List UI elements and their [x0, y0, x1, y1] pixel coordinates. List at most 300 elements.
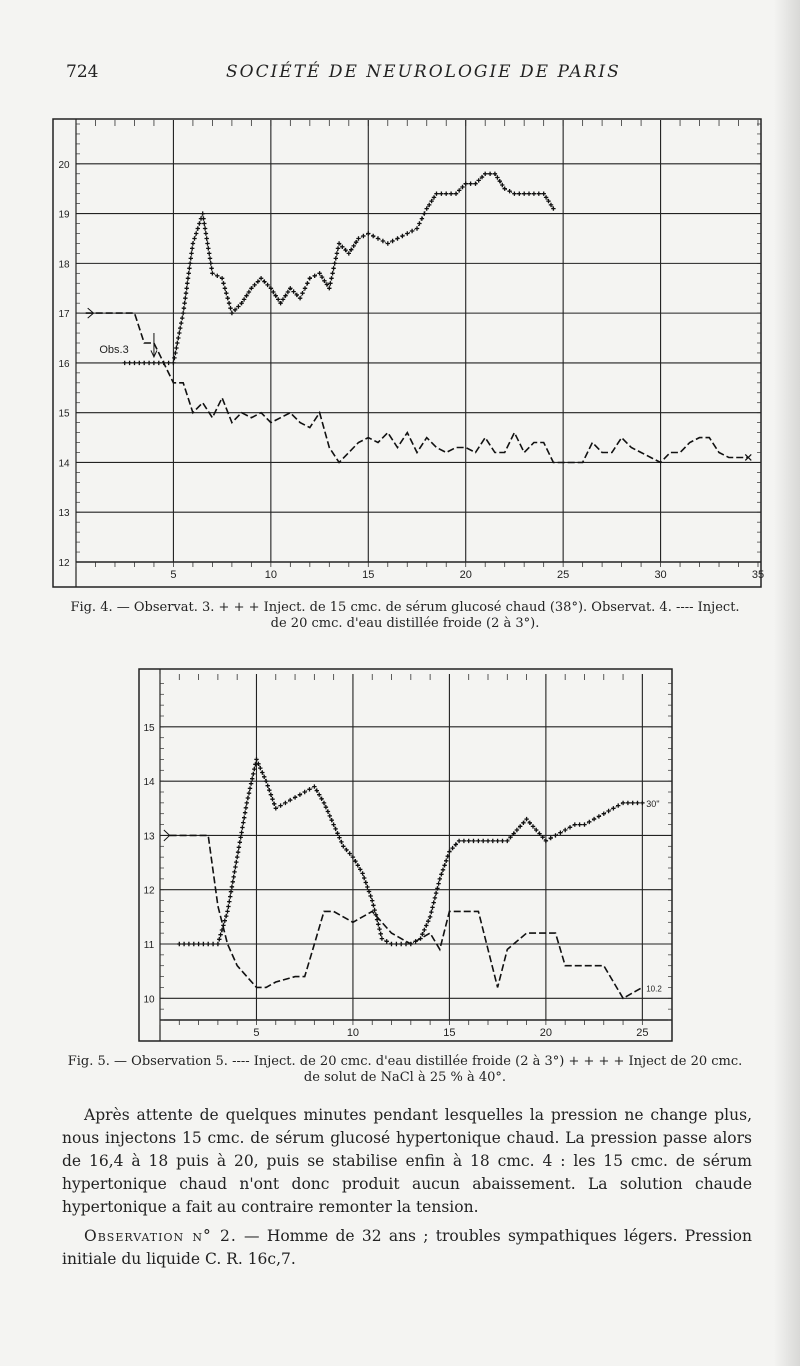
- series-cross-marker: [537, 192, 541, 196]
- series-cross-marker: [177, 331, 181, 335]
- series-cross-marker: [500, 183, 504, 187]
- series-cross-marker: [468, 182, 472, 186]
- series-cross-marker: [307, 787, 311, 791]
- series-cross-marker: [354, 240, 358, 244]
- series-cross-marker: [224, 914, 228, 918]
- x-tick-label: 35: [751, 569, 765, 581]
- series-cross-marker: [380, 936, 384, 940]
- series-cross-marker: [266, 784, 270, 788]
- series-cross-marker: [189, 251, 193, 255]
- series-cross-marker: [205, 236, 209, 240]
- series-cross-marker: [226, 296, 230, 300]
- series-cross-marker: [457, 839, 461, 843]
- series-cross-marker: [184, 291, 188, 295]
- series-cross-marker: [442, 863, 446, 867]
- series-cross-marker: [315, 788, 319, 792]
- series-cross-marker: [331, 822, 335, 826]
- series-cross-marker: [339, 840, 343, 844]
- x-tick-label: 30: [654, 569, 667, 581]
- series-cross-marker: [464, 182, 468, 186]
- series-cross-marker: [191, 241, 195, 245]
- series-cross-marker: [242, 816, 246, 820]
- series-cross-marker: [365, 885, 369, 889]
- series-cross-marker: [361, 234, 365, 238]
- series-cross-marker: [493, 172, 497, 176]
- series-cross-marker: [298, 296, 302, 300]
- series-cross-marker: [233, 865, 237, 869]
- series-cross-marker: [439, 192, 443, 196]
- series-cross-marker: [441, 868, 445, 872]
- series-cross-marker: [196, 226, 200, 230]
- series-cross-marker: [179, 321, 183, 325]
- series-cross-marker: [264, 779, 268, 783]
- series-cross-marker: [454, 842, 458, 846]
- figure-4-chart: [52, 118, 765, 588]
- series-cross-marker: [223, 919, 227, 923]
- series-cross-marker: [532, 192, 536, 196]
- series-cross-marker: [327, 286, 331, 290]
- series-cross-marker: [376, 236, 380, 240]
- series-cross-marker: [187, 266, 191, 270]
- series-cross-marker: [611, 806, 615, 810]
- series-cross-marker: [192, 942, 196, 946]
- series-cross-marker: [503, 187, 507, 191]
- series-cross-marker: [123, 361, 127, 365]
- series-cross-marker: [491, 839, 495, 843]
- series-cross-marker: [227, 301, 231, 305]
- series-cross-marker: [512, 192, 516, 196]
- series-cross-marker: [183, 296, 187, 300]
- paragraph: [62, 1225, 752, 1271]
- series-cross-marker: [245, 801, 249, 805]
- series-cross-marker: [517, 192, 521, 196]
- series-cross-marker: [187, 271, 191, 275]
- series-cross-marker: [400, 234, 404, 238]
- series-cross-marker: [422, 211, 426, 215]
- series-cross-marker: [291, 289, 295, 293]
- series-cross-marker: [236, 850, 240, 854]
- series-cross-marker: [621, 801, 625, 805]
- series-cross-marker: [439, 872, 443, 876]
- figure-5-svg: [138, 668, 673, 1042]
- figure-4-caption: [40, 600, 770, 632]
- series-cross-marker: [258, 766, 262, 770]
- series-cross-marker: [495, 175, 499, 179]
- series-cross-marker: [278, 803, 282, 807]
- series-cross-marker: [176, 336, 180, 340]
- series-cross-marker: [283, 801, 287, 805]
- series-cross-marker: [377, 927, 381, 931]
- figure-5-caption-line2: de solut de NaCl à 25 % à 40°.: [303, 1070, 507, 1085]
- series-crosses-line: [179, 759, 642, 944]
- y-tick-label: 20: [58, 159, 70, 171]
- series-cross-marker: [152, 361, 156, 365]
- series-cross-marker: [185, 281, 189, 285]
- series-cross-marker: [370, 898, 374, 902]
- series-cross-marker: [368, 894, 372, 898]
- series-cross-marker: [227, 899, 231, 903]
- series-cross-marker: [553, 833, 557, 837]
- series-cross-marker: [248, 786, 252, 790]
- x-tick-label: 25: [557, 569, 570, 581]
- x-tick-label: 20: [459, 569, 472, 581]
- series-cross-marker: [322, 801, 326, 805]
- series-cross-marker: [563, 828, 567, 832]
- series-cross-marker: [319, 797, 323, 801]
- series-cross-marker: [254, 757, 258, 761]
- series-cross-marker: [410, 229, 414, 233]
- series-cross-marker: [182, 301, 186, 305]
- series-cross-marker: [271, 290, 275, 294]
- annotation-30s: 30'': [646, 798, 660, 809]
- y-tick-label: 15: [58, 408, 70, 420]
- series-cross-marker: [272, 802, 276, 806]
- series-cross-marker: [281, 297, 285, 301]
- figure-4-svg: [52, 118, 765, 588]
- series-cross-marker: [218, 933, 222, 937]
- series-cross-marker: [207, 251, 211, 255]
- series-cross-marker: [449, 192, 453, 196]
- x-tick-label: 10: [346, 1027, 360, 1039]
- series-cross-marker: [249, 781, 253, 785]
- series-cross-marker: [232, 875, 236, 879]
- series-cross-marker: [444, 192, 448, 196]
- series-cross-marker: [317, 793, 321, 797]
- series-cross-marker: [250, 777, 254, 781]
- series-cross-marker: [228, 306, 232, 310]
- series-cross-marker: [507, 189, 511, 193]
- series-cross-marker: [209, 261, 213, 265]
- series-cross-marker: [549, 836, 553, 840]
- series-cross-marker: [428, 915, 432, 919]
- series-cross-marker: [488, 172, 492, 176]
- series-cross-marker: [320, 275, 324, 279]
- series-cross-marker: [187, 942, 191, 946]
- series-cross-marker: [635, 801, 639, 805]
- y-tick-label: 12: [58, 558, 70, 569]
- series-cross-marker: [206, 942, 210, 946]
- series-cross-marker: [324, 805, 328, 809]
- x-tick-label: 15: [362, 569, 375, 581]
- series-cross-marker: [137, 361, 141, 365]
- series-cross-marker: [356, 863, 360, 867]
- series-cross-marker: [366, 231, 370, 235]
- series-cross-marker: [293, 795, 297, 799]
- series-cross-marker: [185, 286, 189, 290]
- y-tick-label: 16: [58, 358, 70, 370]
- series-cross-marker: [386, 241, 390, 245]
- series-cross-marker: [276, 297, 280, 301]
- series-cross-marker: [313, 274, 317, 278]
- series-cross-marker: [232, 870, 236, 874]
- y-tick-label: 15: [143, 722, 155, 734]
- series-cross-marker: [640, 801, 644, 805]
- series-cross-marker: [426, 919, 430, 923]
- series-cross-marker: [127, 361, 131, 365]
- series-cross-marker: [215, 274, 219, 278]
- series-cross-marker: [473, 182, 477, 186]
- series-cross-marker: [180, 316, 184, 320]
- series-cross-marker: [336, 246, 340, 250]
- chart-frame: [139, 669, 672, 1041]
- series-cross-marker: [331, 266, 335, 270]
- y-tick-label: 19: [58, 209, 70, 221]
- series-cross-marker: [288, 798, 292, 802]
- series-cross-marker: [182, 306, 186, 310]
- series-cross-marker: [211, 942, 215, 946]
- series-cross-marker: [247, 791, 251, 795]
- series-cross-marker: [597, 814, 601, 818]
- series-cross-marker: [424, 923, 428, 927]
- series-cross-marker: [433, 896, 437, 900]
- series-cross-marker: [201, 216, 205, 220]
- series-cross-marker: [573, 822, 577, 826]
- series-cross-marker: [243, 811, 247, 815]
- series-cross-marker: [333, 261, 337, 265]
- series-cross-marker: [231, 880, 235, 884]
- series-cross-marker: [246, 796, 250, 800]
- series-cross-marker: [244, 806, 248, 810]
- series-cross-marker: [265, 283, 269, 287]
- series-cross-marker: [267, 788, 271, 792]
- series-cross-marker: [262, 775, 266, 779]
- series-cross-marker: [303, 286, 307, 290]
- series-cross-marker: [239, 830, 243, 834]
- series-cross-marker: [224, 291, 228, 295]
- series-cross-marker: [186, 276, 190, 280]
- series-cross-marker: [283, 294, 287, 298]
- series-cross-marker: [352, 244, 356, 248]
- series-cross-marker: [269, 793, 273, 797]
- series-cross-marker: [483, 172, 487, 176]
- page-number: 724: [66, 62, 99, 82]
- series-cross-marker: [335, 831, 339, 835]
- series-cross-marker: [328, 814, 332, 818]
- series-cross-marker: [235, 855, 239, 859]
- series-cross-marker: [592, 817, 596, 821]
- y-tick-label: 18: [58, 259, 70, 271]
- x-tick-label: 10: [264, 569, 277, 581]
- series-cross-marker: [238, 840, 242, 844]
- y-tick-label: 12: [143, 885, 155, 897]
- series-cross-marker: [602, 812, 606, 816]
- series-cross-marker: [172, 356, 176, 360]
- series-cross-marker: [312, 784, 316, 788]
- series-cross-marker: [429, 910, 433, 914]
- series-cross-marker: [188, 261, 192, 265]
- series-cross-marker: [515, 828, 519, 832]
- series-cross-marker: [147, 361, 151, 365]
- figure-5-caption-line1: Fig. 5. — Observation 5. ---- Inject. de 20 cmc. d'eau distillée froide (2 à 3°) + + + + Inject de 20 cmc.: [67, 1054, 743, 1069]
- series-cross-marker: [616, 803, 620, 807]
- series-cross-marker: [330, 818, 334, 822]
- series-cross-marker: [178, 326, 182, 330]
- series-cross-marker: [230, 885, 234, 889]
- series-cross-marker: [524, 817, 528, 821]
- page-edge-shadow: [774, 0, 800, 1366]
- annotation-10-2: 10.2: [646, 984, 662, 994]
- series-cross-marker: [234, 860, 238, 864]
- series-cross-marker: [252, 767, 256, 771]
- series-cross-marker: [308, 276, 312, 280]
- series-cross-marker: [270, 797, 274, 801]
- series-cross-marker: [381, 239, 385, 243]
- series-cross-marker: [262, 279, 266, 283]
- series-cross-marker: [298, 793, 302, 797]
- series-cross-marker: [500, 839, 504, 843]
- series-cross-marker: [132, 361, 136, 365]
- series-cross-marker: [220, 276, 224, 280]
- series-cross-marker: [360, 871, 364, 875]
- series-cross-marker: [522, 192, 526, 196]
- y-tick-label: 17: [58, 309, 70, 321]
- series-cross-marker: [300, 291, 304, 295]
- running-title: SOCIÉTÉ DE NEUROLOGIE DE PARIS: [226, 62, 621, 82]
- series-cross-marker: [242, 297, 246, 301]
- series-cross-marker: [364, 880, 368, 884]
- end-marker: [745, 454, 751, 460]
- series-cross-marker: [240, 825, 244, 829]
- series-cross-marker: [353, 859, 357, 863]
- series-cross-marker: [481, 839, 485, 843]
- series-cross-marker: [379, 932, 383, 936]
- series-cross-marker: [204, 231, 208, 235]
- series-cross-marker: [542, 192, 546, 196]
- series-cross-marker: [528, 821, 532, 825]
- page-header: [0, 62, 800, 88]
- series-cross-marker: [241, 820, 245, 824]
- series-cross-marker: [626, 801, 630, 805]
- series-cross-marker: [190, 246, 194, 250]
- series-cross-marker: [221, 281, 225, 285]
- series-cross-marker: [259, 276, 263, 280]
- series-cross-marker: [330, 271, 334, 275]
- series-cross-marker: [260, 770, 264, 774]
- series-cross-marker: [582, 822, 586, 826]
- x-tick-label: 20: [539, 1027, 553, 1039]
- series-cross-marker: [334, 256, 338, 260]
- series-cross-marker: [288, 286, 292, 290]
- figure-4-caption-line1: Fig. 4. — Observat. 3. + + + Inject. de 15 cmc. de sérum glucosé chaud (38°). Observat. 4. ---- Inject.: [70, 600, 740, 615]
- series-cross-marker: [329, 276, 333, 280]
- series-cross-marker: [303, 790, 307, 794]
- series-cross-marker: [286, 290, 290, 294]
- series-cross-marker: [202, 221, 206, 225]
- series-cross-marker: [201, 211, 205, 215]
- y-tick-label: 11: [143, 940, 155, 951]
- series-cross-marker: [223, 286, 227, 290]
- figure-5-chart: [138, 668, 673, 1042]
- series-cross-marker: [399, 942, 403, 946]
- series-cross-marker: [201, 942, 205, 946]
- series-cross-marker: [495, 839, 499, 843]
- y-tick-label: 13: [58, 508, 70, 520]
- series-cross-marker: [420, 216, 424, 220]
- series-cross-marker: [189, 256, 193, 260]
- series-cross-marker: [216, 942, 220, 946]
- series-cross-marker: [340, 245, 344, 249]
- series-cross-marker: [192, 236, 196, 240]
- series-cross-marker: [390, 239, 394, 243]
- x-tick-label: 25: [636, 1027, 649, 1039]
- x-tick-label: 5: [170, 569, 177, 581]
- series-cross-marker: [349, 248, 353, 252]
- series-cross-marker: [205, 241, 209, 245]
- series-cross-marker: [166, 361, 170, 365]
- series-cross-marker: [174, 346, 178, 350]
- series-cross-marker: [217, 937, 221, 941]
- series-cross-marker: [422, 928, 426, 932]
- series-cross-marker: [587, 820, 591, 824]
- series-cross-marker: [343, 248, 347, 252]
- series-cross-marker: [251, 772, 255, 776]
- series-cross-marker: [417, 221, 421, 225]
- series-cross-marker: [434, 192, 438, 196]
- y-tick-label: 10: [143, 994, 155, 1006]
- observation-label: Observation n° 2.: [84, 1227, 237, 1245]
- series-cross-marker: [462, 839, 466, 843]
- observation-text: — Homme de 32 ans ; troubles sympathiques légers. Pression initiale du liquide C. R. 16c,7.: [62, 1227, 752, 1268]
- series-cross-marker: [228, 894, 232, 898]
- series-cross-marker: [171, 361, 175, 365]
- series-cross-marker: [527, 192, 531, 196]
- series-cross-marker: [203, 226, 207, 230]
- series-cross-marker: [341, 844, 345, 848]
- series-cross-marker: [337, 835, 341, 839]
- series-cross-marker: [395, 236, 399, 240]
- series-cross-marker: [454, 192, 458, 196]
- series-cross-marker: [326, 809, 330, 813]
- series-cross-marker: [606, 809, 610, 813]
- series-cross-marker: [237, 845, 241, 849]
- paragraph: Après attente de quelques minutes pendant lesquelles la pression ne change plus, nous injectons 15 cmc. de sérum glucosé hypertonique chaud. La pression passe alors de 16,4 à 18 puis à 20, puis se stabilise enfin à 18 cmc. 4 : les 15 cmc. de sérum hypertonique chaud n'ont donc produit aucun abaissement. La solution chaude hypertonique a fait au contraire remonter la tension.: [62, 1106, 752, 1216]
- figure-4-caption-line2: de 20 cmc. d'eau distillée froide (2 à 3°).: [270, 616, 540, 631]
- series-cross-marker: [177, 942, 181, 946]
- series-cross-marker: [225, 909, 229, 913]
- series-cross-marker: [175, 341, 179, 345]
- series-cross-marker: [209, 266, 213, 270]
- x-tick-label: 5: [253, 1027, 260, 1039]
- series-cross-marker: [394, 942, 398, 946]
- series-cross-marker: [210, 271, 214, 275]
- annotation-arrow: [151, 333, 157, 357]
- series-cross-marker: [376, 922, 380, 926]
- series-cross-marker: [371, 234, 375, 238]
- series-cross-marker: [438, 877, 442, 881]
- series-cross-marker: [208, 256, 212, 260]
- series-cross-marker: [157, 361, 161, 365]
- series-cross-marker: [194, 231, 198, 235]
- series-cross-marker: [362, 876, 366, 880]
- body-text: [62, 1104, 752, 1277]
- series-cross-marker: [467, 839, 471, 843]
- y-tick-label: 14: [143, 777, 155, 789]
- series-cross-marker: [476, 839, 480, 843]
- series-cross-marker: [197, 221, 201, 225]
- series-cross-marker: [181, 311, 185, 315]
- series-cross-marker: [577, 822, 581, 826]
- series-cross-marker: [226, 904, 230, 908]
- series-cross-marker: [305, 281, 309, 285]
- series-cross-marker: [432, 900, 436, 904]
- series-cross-marker: [333, 827, 337, 831]
- series-cross-marker: [142, 361, 146, 365]
- series-cross-marker: [434, 891, 438, 895]
- series-cross-marker: [358, 867, 362, 871]
- series-dashed-line: [86, 313, 749, 462]
- series-cross-marker: [444, 859, 448, 863]
- y-tick-label: 13: [143, 831, 155, 843]
